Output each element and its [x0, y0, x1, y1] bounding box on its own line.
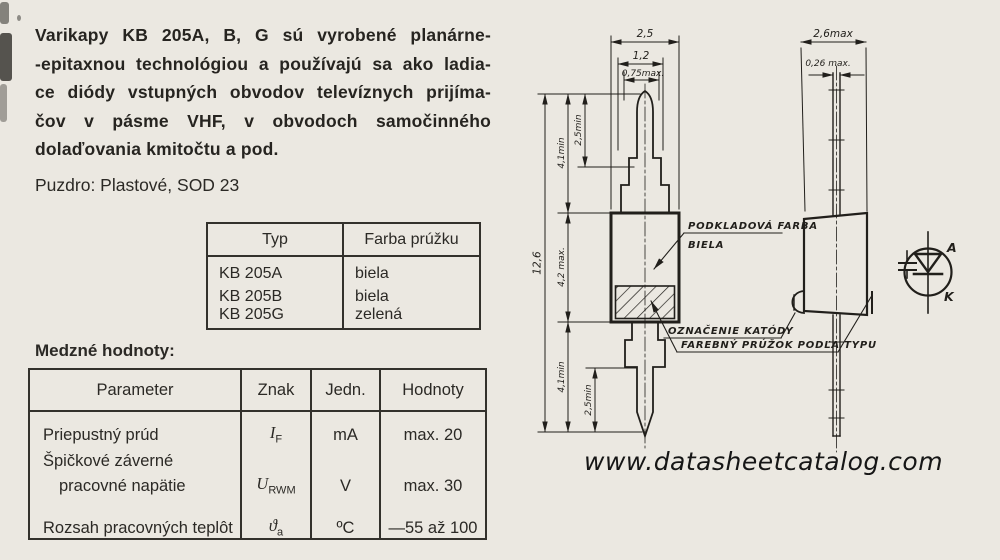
anode-label: A: [947, 240, 957, 255]
znak-cell: $U_{RWM}$: [240, 471, 310, 496]
label-cathode-mark: OZNAČENIE KATÓDY: [668, 326, 794, 337]
hodnoty-cell: max. 20: [379, 412, 485, 445]
limits-header-znak: Znak: [240, 370, 310, 412]
intro-line: Varikapy KB 205A, B, G sú vyrobené planárne-: [35, 25, 491, 45]
dim-body-height: 4,2 max.: [557, 247, 567, 287]
limits-header-parameter: Parameter: [30, 370, 240, 412]
label-base-color: PODKLADOVÁ FARBA: [688, 221, 818, 232]
type-table-header-typ: Typ: [208, 224, 344, 257]
dim-tip-width: 0,75max.: [621, 69, 665, 79]
hodnoty-cell: max. 30: [379, 471, 485, 496]
type-cell: KB 205A: [208, 257, 344, 284]
intro-line: ce diódy vstupných obvodov televíznych prijíma-: [35, 82, 491, 102]
znak-cell: $ϑ_a$: [240, 496, 310, 538]
dim-side-width: 2,6max: [813, 28, 853, 40]
limits-heading: Medzné hodnoty:: [35, 341, 175, 360]
dim-side-lead: 0,26 max.: [805, 59, 851, 69]
front-view: [532, 28, 680, 448]
farba-cell: biela: [355, 265, 389, 282]
dim-lead-top: 4,1min: [557, 137, 567, 169]
farba-cell: biela: [355, 288, 389, 305]
farba-cell: zelená: [355, 306, 403, 323]
intro-line: dolaďovania kmitočtu a pod.: [35, 139, 279, 159]
param-cell: Špičkové záverné: [43, 452, 174, 470]
znak-cell: $I_F$: [240, 412, 310, 445]
dim-lead-bottom: 4,1min: [557, 361, 567, 393]
param-cell: Priepustný prúd: [43, 426, 159, 444]
jedn-cell: mA: [310, 412, 379, 445]
limits-header-hodnoty: Hodnoty: [379, 370, 485, 412]
watermark: www.datasheetcatalog.com: [584, 447, 944, 476]
jedn-cell: V: [310, 471, 379, 496]
intro-line: -epitaxnou technológiou a používajú sa ako ladia-: [35, 53, 491, 74]
dim-lead-width: 1,2: [632, 50, 650, 62]
dim-body-width: 2,5: [636, 28, 654, 40]
callout-labels: [651, 219, 877, 352]
param-cell: pracovné napätie: [59, 477, 186, 495]
dim-tip-top: 2,5min: [574, 114, 584, 146]
side-view: [792, 28, 872, 452]
dim-total-height: 12,6: [531, 251, 544, 275]
diode-symbol: [899, 232, 957, 313]
type-cell: KB 205G: [208, 306, 344, 328]
type-table-header-farba: Farba prúžku: [344, 224, 479, 257]
cathode-label: K: [944, 289, 954, 304]
dim-tip-bottom: 2,5min: [584, 384, 594, 416]
type-cell: KB 205B: [208, 284, 344, 306]
label-base-color-2: BIELA: [688, 240, 725, 251]
jedn-cell: ºC: [310, 496, 379, 538]
intro-line: čov v pásme VHF, v obvodoch samočinného: [35, 110, 491, 131]
package-line: Puzdro: Plastové, SOD 23: [35, 175, 240, 195]
param-cell: Rozsah pracovných teplôt: [43, 519, 233, 537]
hodnoty-cell: —55 až 100: [379, 496, 485, 538]
limits-header-jedn: Jedn.: [310, 370, 379, 412]
label-stripe: FAREBNÝ PRÚŽOK PODĽA TYPU: [681, 340, 877, 351]
